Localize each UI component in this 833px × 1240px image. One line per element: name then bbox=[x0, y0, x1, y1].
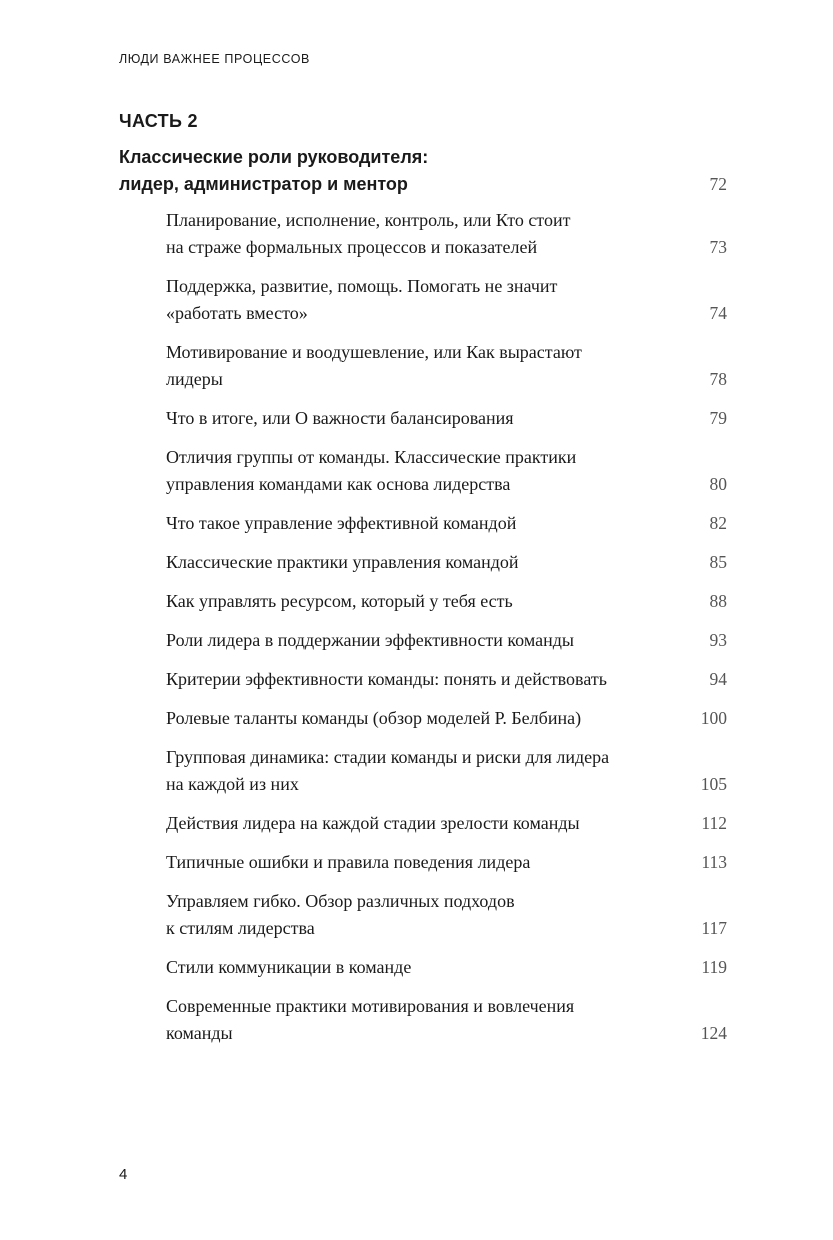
part-title-line: лидер, администратор и ментор bbox=[119, 174, 408, 194]
part-label: ЧАСТЬ 2 bbox=[119, 111, 198, 131]
toc-entry[interactable] bbox=[166, 207, 727, 261]
toc-entry-page-number: 88 bbox=[709, 591, 727, 611]
toc-entry[interactable] bbox=[166, 705, 727, 732]
toc-entry[interactable] bbox=[166, 444, 727, 498]
toc-entry-page-number: 80 bbox=[709, 474, 727, 494]
toc-entry-title-line: Поддержка, развитие, помощь. Помогать не значит bbox=[166, 276, 558, 296]
toc-entry[interactable] bbox=[166, 666, 727, 693]
toc-entry-title-line: к стилям лидерства bbox=[166, 918, 315, 938]
toc-entry-title-line: на каждой из них bbox=[166, 774, 299, 794]
toc-entry-title-line: Ролевые таланты команды (обзор моделей Р. Белбина) bbox=[166, 708, 582, 728]
toc-entry-page-number: 82 bbox=[709, 513, 727, 533]
toc-entry[interactable] bbox=[166, 954, 727, 981]
toc-entry[interactable] bbox=[166, 993, 727, 1047]
toc-list bbox=[166, 207, 727, 1047]
toc-entry-page-number: 73 bbox=[709, 237, 727, 257]
toc-entry-title-line: Что такое управление эффективной командой bbox=[166, 513, 517, 533]
toc-entry-title-line: Роли лидера в поддержании эффективности команды bbox=[166, 630, 574, 650]
toc-entry-page-number: 85 bbox=[709, 552, 727, 572]
part-title-line: Классические роли руководителя: bbox=[119, 147, 429, 167]
toc-entry-page-number: 117 bbox=[701, 918, 727, 938]
toc-entry-title-line: «работать вместо» bbox=[166, 303, 308, 323]
part-page-number: 72 bbox=[709, 174, 727, 194]
toc-entry-page-number: 94 bbox=[709, 669, 727, 689]
toc-entry[interactable] bbox=[166, 744, 727, 798]
toc-entry-page-number: 100 bbox=[700, 708, 727, 728]
toc-entry-page-number: 105 bbox=[700, 774, 727, 794]
part-title bbox=[119, 144, 727, 198]
toc-entry[interactable] bbox=[166, 888, 727, 942]
toc-entry-title-line: Планирование, исполнение, контроль, или Кто стоит bbox=[166, 210, 571, 230]
toc-entry-title-line: команды bbox=[166, 1023, 233, 1043]
toc-entry-page-number: 112 bbox=[701, 813, 727, 833]
toc-entry-title-line: управления командами как основа лидерства bbox=[166, 474, 511, 494]
toc-entry-title-line: Что в итоге, или О важности балансирования bbox=[166, 408, 514, 428]
toc-entry-title-line: Типичные ошибки и правила поведения лидера bbox=[166, 852, 531, 872]
toc-entry[interactable] bbox=[166, 510, 727, 537]
toc-entry-title-line: Современные практики мотивирования и вовлечения bbox=[166, 996, 575, 1016]
toc-entry[interactable] bbox=[166, 549, 727, 576]
toc-entry-title-line: Отличия группы от команды. Классические практики bbox=[166, 447, 577, 467]
toc-entry-page-number: 113 bbox=[701, 852, 727, 872]
toc-entry-page-number: 124 bbox=[700, 1023, 727, 1043]
toc-entry[interactable] bbox=[166, 627, 727, 654]
toc-entry-page-number: 78 bbox=[709, 369, 727, 389]
toc-entry-page-number: 119 bbox=[701, 957, 727, 977]
toc-entry-title-line: Групповая динамика: стадии команды и риски для лидера bbox=[166, 747, 610, 767]
toc-entry-title-line: Мотивирование и воодушевление, или Как вырастают bbox=[166, 342, 582, 362]
toc-entry[interactable] bbox=[166, 849, 727, 876]
toc-entry-title-line: Критерии эффективности команды: понять и действовать bbox=[166, 669, 607, 689]
toc-entry-title-line: Управляем гибко. Обзор различных подходов bbox=[166, 891, 515, 911]
toc-entry-title-line: лидеры bbox=[166, 369, 223, 389]
toc-entry-title-line: Действия лидера на каждой стадии зрелости команды bbox=[166, 813, 580, 833]
toc-entry[interactable] bbox=[166, 273, 727, 327]
toc-entry-title-line: на страже формальных процессов и показателей bbox=[166, 237, 538, 257]
toc-entry[interactable] bbox=[166, 339, 727, 393]
running-head: ЛЮДИ ВАЖНЕЕ ПРОЦЕССОВ bbox=[119, 52, 310, 66]
toc-entry-title-line: Как управлять ресурсом, который у тебя есть bbox=[166, 591, 513, 611]
page-folio: 4 bbox=[119, 1166, 128, 1183]
toc-entry-page-number: 93 bbox=[709, 630, 727, 650]
toc-entry[interactable] bbox=[166, 588, 727, 615]
toc-entry[interactable] bbox=[166, 810, 727, 837]
toc-entry[interactable] bbox=[166, 405, 727, 432]
toc-entry-page-number: 74 bbox=[709, 303, 727, 323]
toc-entry-page-number: 79 bbox=[709, 408, 727, 428]
toc-entry-title-line: Классические практики управления командой bbox=[166, 552, 519, 572]
toc-entry-title-line: Стили коммуникации в команде bbox=[166, 957, 412, 977]
